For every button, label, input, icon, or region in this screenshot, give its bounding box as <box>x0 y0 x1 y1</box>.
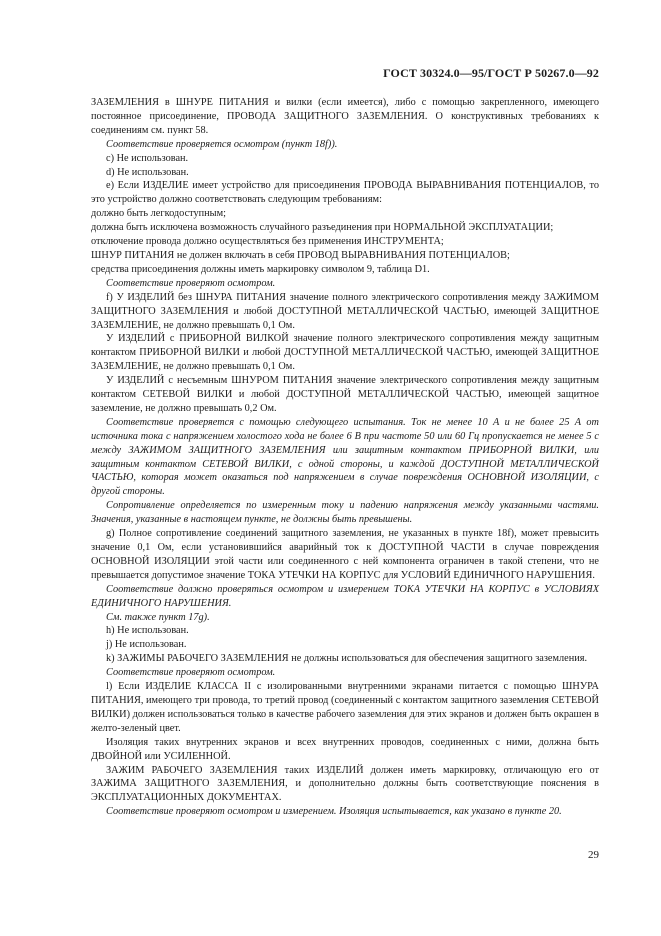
paragraph: отключение провода должно осуществляться без применения ИНСТРУМЕНТА; <box>91 236 444 248</box>
paragraph: должна быть исключена возможность случайного разъединения при НОРМАЛЬНОЙ ЭКСПЛУАТАЦИИ; <box>91 222 554 234</box>
paragraph: c) Не использован. <box>106 152 189 164</box>
paragraph: Соответствие проверяется осмотром (пункт 18f)). <box>106 138 338 150</box>
paragraph: ЗАЖИМ РАБОЧЕГО ЗАЗЕМЛЕНИЯ таких ИЗДЕЛИЙ должен иметь маркировку, отличающую его от ЗАЖИМА ЗАЩИТНОГО ЗАЗЕМЛЕНИЯ, и дополнительно должны быть соответствующие пояснения в ЭКСПЛУАТАЦИОННЫХ ДОКУМЕНТАХ. <box>91 764 599 804</box>
paragraph: g) Полное сопротивление соединений защитного заземления, не указанных в пункте 18f), может превысить значение 0,1 Ом, если установившийся аварийный ток к ДОСТУПНОЙ ЧАСТИ в случае повреждения ОСНОВНОЙ ИЗОЛЯЦИИ этой части или соединенного с ней компонента ограничен в такой степени, что не превышается допустимое значение ТОКА УТЕЧКИ НА КОРПУС для УСЛОВИЙ ЕДИНИЧНОГО НАРУШЕНИЯ. <box>91 528 599 581</box>
paragraph: Соответствие должно проверяться осмотром и измерением ТОКА УТЕЧКИ НА КОРПУС в УСЛОВИЯХ ЕДИНИЧНОГО НАРУШЕНИЯ. <box>91 583 599 609</box>
paragraph: Соответствие проверяется с помощью следующего испытания. Ток не менее 10 А и не более 25 А от источника тока с напряжением холостого хода не более 6 В при частоте 50 или 60 Гц пропускается не менее 5 с между ЗАЖИМОМ ЗАЩИТНОГО ЗАЗЕМЛЕНИЯ или защитным контактом ПРИБОРНОЙ ВИЛКИ, или защитным контактом СЕТЕВОЙ ВИЛКИ, с одной стороны, и каждой ДОСТУПНОЙ МЕТАЛЛИЧЕСКОЙ ЧАСТЬЮ, которая может оказаться под напряжением в случае повреждения ОСНОВНОЙ ИЗОЛЯЦИИ, с другой стороны. <box>91 416 599 498</box>
paragraph: У ИЗДЕЛИЙ с ПРИБОРНОЙ ВИЛКОЙ значение полного электрического сопротивления между защитным контактом ПРИБОРНОЙ ВИЛКИ и любой ДОСТУПНОЙ МЕТАЛЛИЧЕСКОЙ ЧАСТЬЮ, имеющей ЗАЩИТНОЕ ЗАЗЕМЛЕНИЕ, не должно превышать 0,1 Ом. <box>91 333 599 373</box>
paragraph: Соответствие проверяют осмотром и измерением. Изоляция испытывается, как указано в пункте 20. <box>106 806 562 818</box>
paragraph: У ИЗДЕЛИЙ с несъемным ШНУРОМ ПИТАНИЯ значение электрического сопротивления между защитным контактом СЕТЕВОЙ ВИЛКИ и любой ДОСТУПНОЙ МЕТАЛЛИЧЕСКОЙ ЧАСТЬЮ, имеющей защитное заземление, не должно превышать 0,2 Ом. <box>91 375 599 414</box>
paragraph: должно быть легкодоступным; <box>91 208 226 220</box>
paragraph: f) У ИЗДЕЛИЙ без ШНУРА ПИТАНИЯ значение полного электрического сопротивления между ЗАЖИМОМ ЗАЩИТНОГО ЗАЗЕМЛЕНИЯ и любой ДОСТУПНОЙ МЕТАЛЛИЧЕСКОЙ ЧАСТЬЮ, имеющей ЗАЩИТНОЕ ЗАЗЕМЛЕНИЕ, не должно превышать 0,1 Ом. <box>91 291 599 331</box>
paragraph: d) Не использован. <box>106 166 189 178</box>
page-header: ГОСТ 30324.0—95/ГОСТ Р 50267.0—92 <box>383 66 599 80</box>
paragraph: ШНУР ПИТАНИЯ не должен включать в себя ПРОВОД ВЫРАВНИВАНИЯ ПОТЕНЦИАЛОВ; <box>91 249 510 261</box>
page-number: 29 <box>588 849 599 861</box>
paragraph: средства присоединения должны иметь маркировку символом 9, таблица D1. <box>91 263 430 275</box>
paragraph: j) Не использован. <box>106 639 187 651</box>
paragraph: k) ЗАЖИМЫ РАБОЧЕГО ЗАЗЕМЛЕНИЯ не должны использоваться для обеспечения защитного заземления. <box>106 653 588 665</box>
paragraph: ЗАЗЕМЛЕНИЯ в ШНУРЕ ПИТАНИЯ и вилки (если имеется), либо с помощью закрепленного, имеющего постоянное присоединение, ПРОВОДА ЗАЩИТНОГО ЗАЗЕМЛЕНИЯ. О конструктивных требованиях к соединениям см. пункт 58. <box>91 97 599 136</box>
paragraph: Сопротивление определяется по измеренным току и падению напряжения между указанными частями. Значения, указанные в настоящем пункте, не должны быть превышены. <box>91 500 599 526</box>
paragraph: Соответствие проверяют осмотром. <box>106 667 276 679</box>
paragraph: l) Если ИЗДЕЛИЕ КЛАССА II с изолированными внутренними экранами питается с помощью ШНУРА ПИТАНИЯ, имеющего три провода, то третий провод (соединенный с контактом защитного заземления СЕТЕВОЙ ВИЛКИ) должен использоваться только в качестве рабочего заземления для этих экранов и должен быть окрашен в желто-зеленый цвет. <box>91 681 599 734</box>
paragraph: Изоляция таких внутренних экранов и всех внутренних проводов, соединенных с ними, должна быть ДВОЙНОЙ или УСИЛЕННОЙ. <box>91 736 599 762</box>
paragraph: h) Не использован. <box>106 625 189 637</box>
paragraph: См. также пункт 17g). <box>106 611 210 623</box>
document-body <box>91 96 599 819</box>
paragraph: Соответствие проверяют осмотром. <box>106 277 276 289</box>
paragraph: e) Если ИЗДЕЛИЕ имеет устройство для присоединения ПРОВОДА ВЫРАВНИВАНИЯ ПОТЕНЦИАЛОВ, то это устройство должно соответствовать следующим требованиям: <box>91 180 599 206</box>
